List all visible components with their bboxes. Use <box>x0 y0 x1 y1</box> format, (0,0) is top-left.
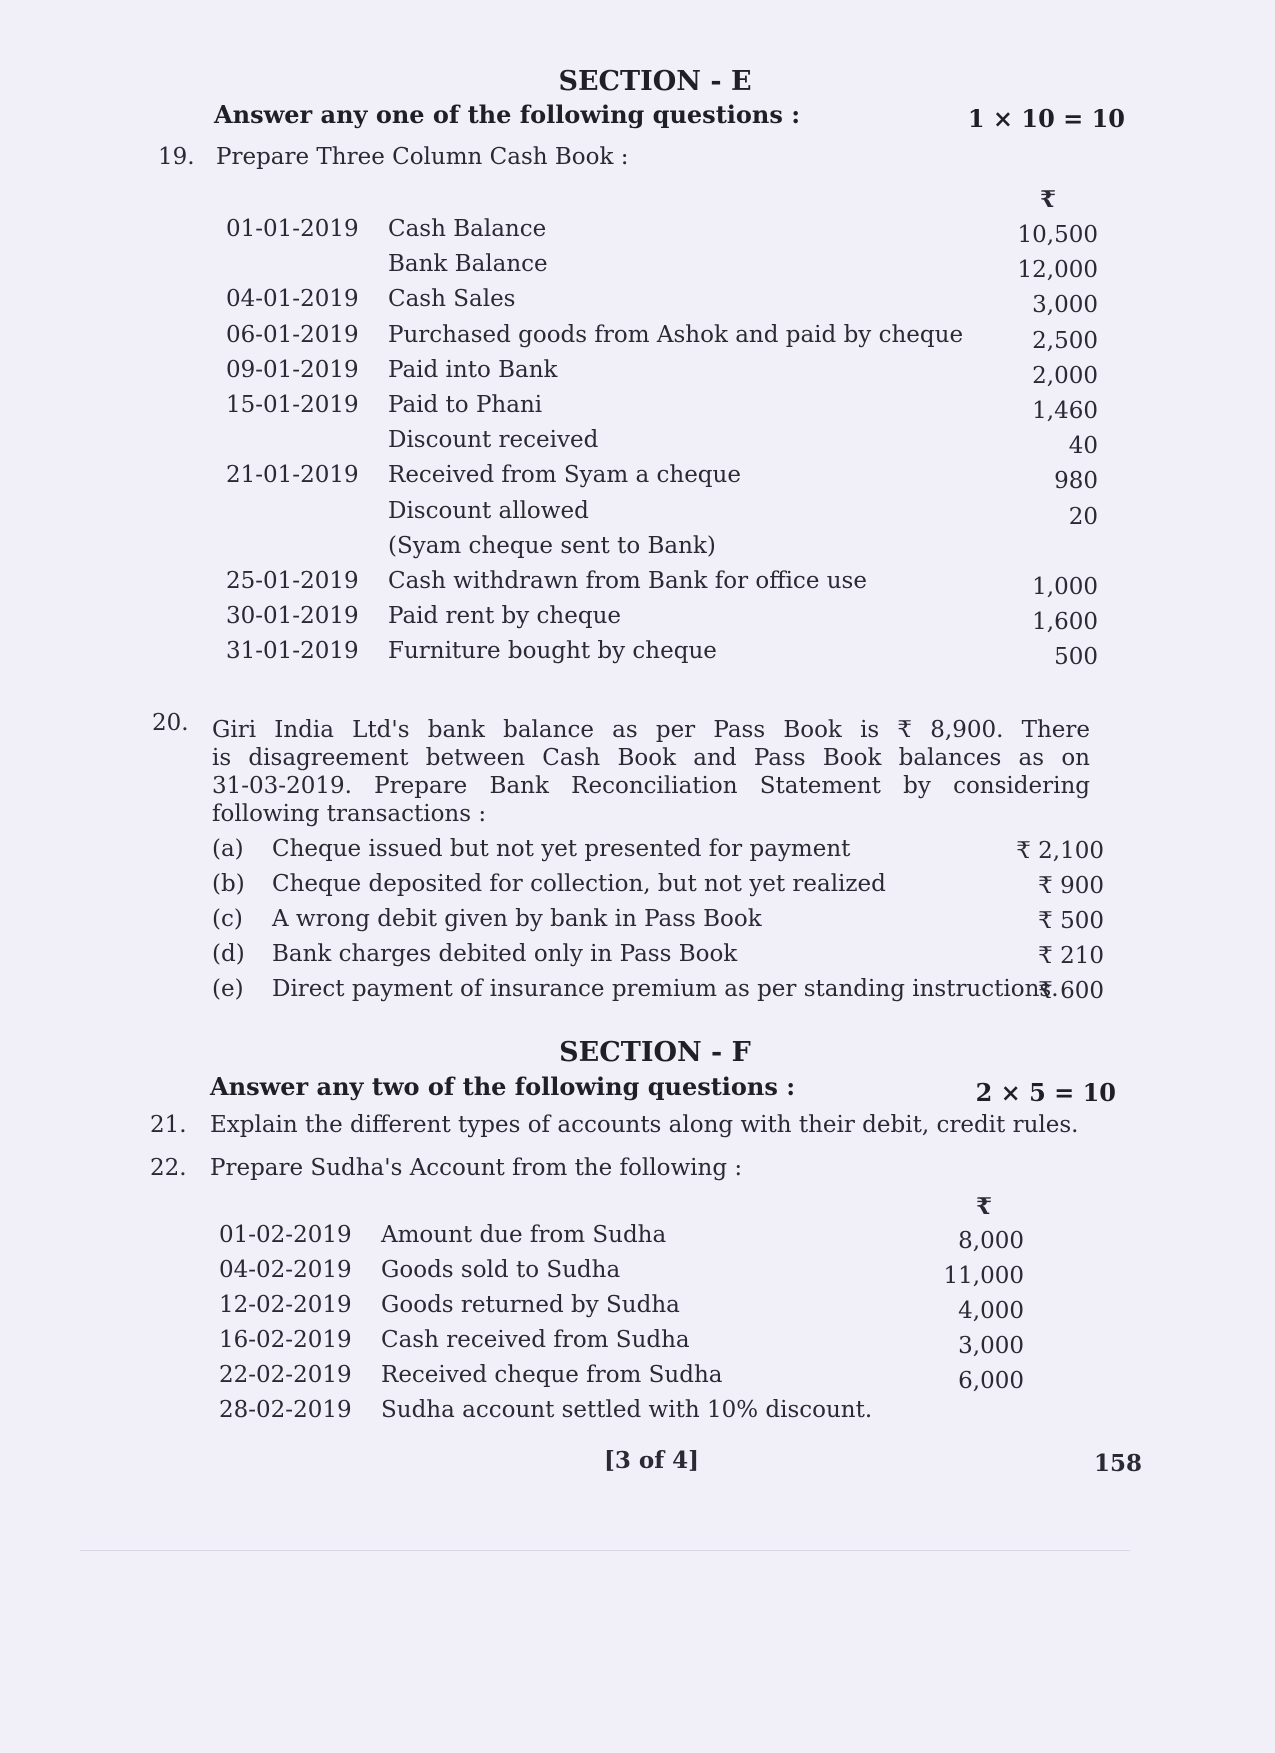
transaction-amount: 12,000 <box>1017 257 1098 284</box>
transaction-date: 31-01-2019 <box>226 638 359 665</box>
transaction-amount: 40 <box>1068 433 1098 460</box>
transaction-description: Sudha account settled with 10% discount. <box>381 1397 873 1423</box>
transaction-description: Cash withdrawn from Bank for office use <box>388 568 867 594</box>
transaction-row <box>219 1362 1024 1394</box>
transaction-row <box>226 216 1098 248</box>
transaction-description: Goods returned by Sudha <box>381 1292 680 1318</box>
section-e-title: SECTION - E <box>558 66 752 97</box>
section-f-title: SECTION - F <box>559 1037 751 1068</box>
transaction-row <box>226 568 1098 600</box>
question-number: 22. <box>150 1155 187 1181</box>
paragraph-line: Giri India Ltd's bank balance as per Pass Book is ₹ 8,900. There <box>212 717 1090 743</box>
transaction-date: 04-01-2019 <box>226 286 359 313</box>
transaction-amount: 2,500 <box>1032 327 1098 354</box>
transaction-amount: 1,460 <box>1032 398 1098 424</box>
transaction-description: Paid rent by cheque <box>388 603 621 630</box>
item-text: Direct payment of insurance premium as per standing instructions. <box>272 976 1059 1002</box>
transaction-row <box>226 533 1098 565</box>
transaction-row <box>226 392 1098 424</box>
transaction-row <box>226 603 1098 635</box>
transaction-amount: 10,500 <box>1017 222 1098 248</box>
transaction-amount: 980 <box>1054 468 1098 495</box>
transaction-row <box>219 1327 1024 1359</box>
transaction-row <box>226 251 1098 283</box>
question-number: 20. <box>152 710 189 736</box>
transaction-description: Cash Balance <box>388 216 547 242</box>
transaction-date: 09-01-2019 <box>226 356 359 383</box>
transaction-description: Cash Sales <box>388 286 516 313</box>
transaction-description: Received from Syam a cheque <box>388 462 741 489</box>
item-label: (d) <box>212 941 245 967</box>
rupee-symbol: ₹ <box>1040 186 1057 213</box>
rupee-symbol: ₹ <box>976 1193 993 1220</box>
item-label: (a) <box>212 836 244 862</box>
item-amount: ₹ 210 <box>1038 943 1104 969</box>
list-item <box>212 906 1104 938</box>
transaction-date: 15-01-2019 <box>226 392 359 418</box>
transaction-row <box>219 1292 1024 1324</box>
transaction-amount: 1,600 <box>1032 609 1098 636</box>
transaction-date: 01-02-2019 <box>219 1222 352 1248</box>
item-text: Cheque issued but not yet presented for payment <box>272 836 851 862</box>
transaction-date: 01-01-2019 <box>226 216 359 242</box>
transaction-row <box>226 286 1098 318</box>
item-label: (e) <box>212 976 244 1002</box>
question-number: 21. <box>150 1112 187 1138</box>
transaction-date: 06-01-2019 <box>226 321 359 348</box>
transaction-date: 21-01-2019 <box>226 462 359 489</box>
transaction-row <box>226 322 1098 354</box>
transaction-description: Cash received from Sudha <box>381 1327 690 1353</box>
item-label: (c) <box>212 906 243 932</box>
paragraph-line: is disagreement between Cash Book and Pass Book balances as on <box>212 745 1090 771</box>
transaction-amount: 3,000 <box>958 1333 1024 1359</box>
transaction-date: 22-02-2019 <box>219 1362 352 1388</box>
transaction-description: Purchased goods from Ashok and paid by cheque <box>388 321 964 348</box>
section-f-instruction: Answer any two of the following questions : <box>210 1072 796 1101</box>
transaction-row <box>226 462 1098 494</box>
question-text: Prepare Sudha's Account from the following : <box>210 1155 743 1181</box>
item-amount: ₹ 500 <box>1038 908 1104 934</box>
page-number: [3 of 4] <box>604 1447 700 1474</box>
transaction-amount: 4,000 <box>958 1298 1024 1324</box>
transaction-date: 28-02-2019 <box>219 1397 352 1423</box>
transaction-description: (Syam cheque sent to Bank) <box>388 532 716 559</box>
transaction-description: Bank Balance <box>388 251 548 278</box>
paragraph-line: 31-03-2019. Prepare Bank Reconciliation Statement by considering <box>212 773 1090 799</box>
item-amount: ₹ 600 <box>1038 978 1104 1004</box>
question-text: Explain the different types of accounts along with their debit, credit rules. <box>210 1112 1079 1138</box>
transaction-amount: 11,000 <box>943 1263 1024 1289</box>
transaction-description: Goods sold to Sudha <box>381 1257 621 1283</box>
transaction-description: Discount received <box>388 427 599 454</box>
section-f-marks: 2 × 5 = 10 <box>975 1078 1116 1107</box>
paragraph-line: following transactions : <box>212 801 487 827</box>
transaction-row <box>226 357 1098 389</box>
section-e-instruction: Answer any one of the following questions : <box>214 100 801 129</box>
transaction-description: Amount due from Sudha <box>381 1222 667 1248</box>
list-item <box>212 871 1104 903</box>
item-text: A wrong debit given by bank in Pass Book <box>272 906 762 932</box>
transaction-description: Received cheque from Sudha <box>381 1362 723 1388</box>
transaction-amount: 3,000 <box>1032 292 1098 319</box>
transaction-description: Discount allowed <box>388 497 589 524</box>
scan-edge-divider <box>80 1550 1130 1551</box>
transaction-amount: 1,000 <box>1032 574 1098 600</box>
transaction-description: Paid into Bank <box>388 356 558 383</box>
transaction-date: 12-02-2019 <box>219 1292 352 1318</box>
transaction-date: 16-02-2019 <box>219 1327 352 1353</box>
transaction-amount: 6,000 <box>958 1368 1024 1394</box>
section-e-marks: 1 × 10 = 10 <box>967 104 1125 133</box>
transaction-row <box>226 498 1098 530</box>
list-item <box>212 941 1104 973</box>
transaction-amount: 8,000 <box>958 1228 1024 1254</box>
paper-code: 158 <box>1094 1450 1143 1477</box>
transaction-amount: 20 <box>1068 503 1098 530</box>
transaction-date: 25-01-2019 <box>226 568 359 594</box>
item-text: Cheque deposited for collection, but not yet realized <box>272 871 886 897</box>
transaction-date: 30-01-2019 <box>226 603 359 630</box>
transaction-row <box>219 1397 1024 1429</box>
list-item <box>212 976 1104 1008</box>
transaction-row <box>226 427 1098 459</box>
transaction-row <box>226 638 1098 670</box>
transaction-description: Paid to Phani <box>388 392 543 418</box>
transaction-amount: 2,000 <box>1032 362 1098 389</box>
question-text: Prepare Three Column Cash Book : <box>216 144 629 170</box>
list-item <box>212 836 1104 868</box>
transaction-description: Furniture bought by cheque <box>388 638 717 665</box>
item-text: Bank charges debited only in Pass Book <box>272 941 738 967</box>
item-amount: ₹ 2,100 <box>1016 838 1104 864</box>
item-label: (b) <box>212 871 245 897</box>
transaction-date: 04-02-2019 <box>219 1257 352 1283</box>
question-number: 19. <box>158 144 195 170</box>
transaction-amount: 500 <box>1054 644 1098 671</box>
transaction-row <box>219 1257 1024 1289</box>
transaction-row <box>219 1222 1024 1254</box>
item-amount: ₹ 900 <box>1038 873 1104 899</box>
question-text <box>212 716 1090 828</box>
